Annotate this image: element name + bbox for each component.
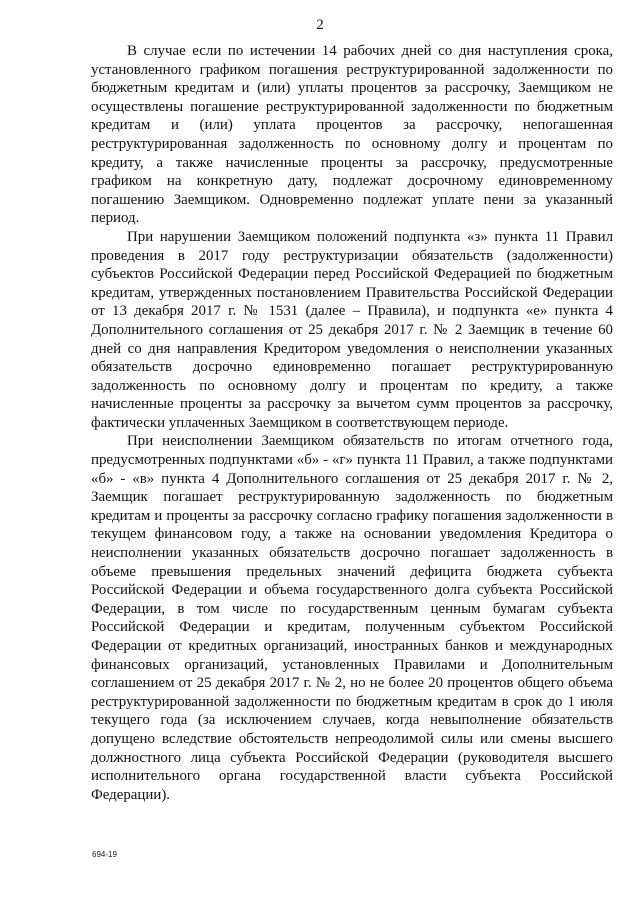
paragraph-violation-subclause-z: При нарушении Заемщиком положений подпункта «з» пункта 11 Правил проведения в 2017 году реструктуризации обязательств (задолженности) субъектов Российской Федерации перед Российской Федерацией по бюджетным кредитам, утвержденных постановлением Правительства Российской Федерации от 13 декабря 2017 г. № 1531 (далее – Правила), и подпункта «е» пункта 4 Дополнительного соглашения от 25 декабря 2017 г. № 2 Заемщик в течение 60 дней со дня направления Кредитором уведомления о неисполнении указанных обязательств досрочно единовременно погашает реструктурированную задолженность по основному долгу и процентам по кредиту, а также начисленные проценты за рассрочку за вычетом сумм процентов за рассрочку, фактически уплаченных Заемщиком в соответствующем периоде. bbox=[91, 228, 613, 431]
paragraph-early-repayment-overdue: В случае если по истечении 14 рабочих дней со дня наступления срока, установленного графиком погашения реструктурированной задолженности по бюджетным кредитам и (или) уплаты процентов за рассрочку, Заемщиком не осуществлены погашение реструктурированной задолженности по бюджетным кредитам и (или) уплата процентов за рассрочку, непогашенная реструктурированная задолженность по основному долгу и процентам по кредиту, а также начисленные проценты за рассрочку, предусмотренные графиком на конкретную дату, подлежат досрочному единовременному погашению Заемщиком. Одновременно подлежат уплате пени за указанный период. bbox=[91, 43, 613, 227]
paragraph-nonfulfillment-obligations: При неисполнении Заемщиком обязательств по итогам отчетного года, предусмотренных подпунктами «б» - «г» пункта 11 Правил, а также подпунктами «б» - «в» пункта 4 Дополнительного соглашения от 25 декабря 2017 г. № 2, Заемщик погашает реструктурированную задолженность по бюджетным кредитам и проценты за рассрочку согласно графику погашения задолженности в текущем финансовом году, а также на основании уведомления Кредитора о неисполнении указанных обязательств досрочно погашает задолженность в объеме превышения предельных значений дефицита бюджета субъекта Российской Федерации и объема государственного долга субъекта Российской Федерации, в том числе по государственным ценным бумагам субъекта Российской Федерации и кредитам, полученным субъектом Российской Федерации от кредитных организаций, иностранных банков и международных финансовых организаций, установленных Правилами и Дополнительным соглашением от 25 декабря 2017 г. № 2, но не более 20 процентов общего объема реструктурированной задолженности по бюджетным кредитам в срок до 1 июля текущего года (за исключением случаев, когда невыполнение обязательств допущено вследствие обстоятельств непреодолимой силы или смены высшего должностного лица субъекта Российской Федерации (руководителя высшего исполнительного органа государственной власти субъекта Российской Федерации). bbox=[91, 433, 613, 803]
document-body bbox=[91, 42, 613, 804]
page-number: 2 bbox=[316, 17, 324, 33]
document-code: 694-19 bbox=[92, 850, 117, 859]
